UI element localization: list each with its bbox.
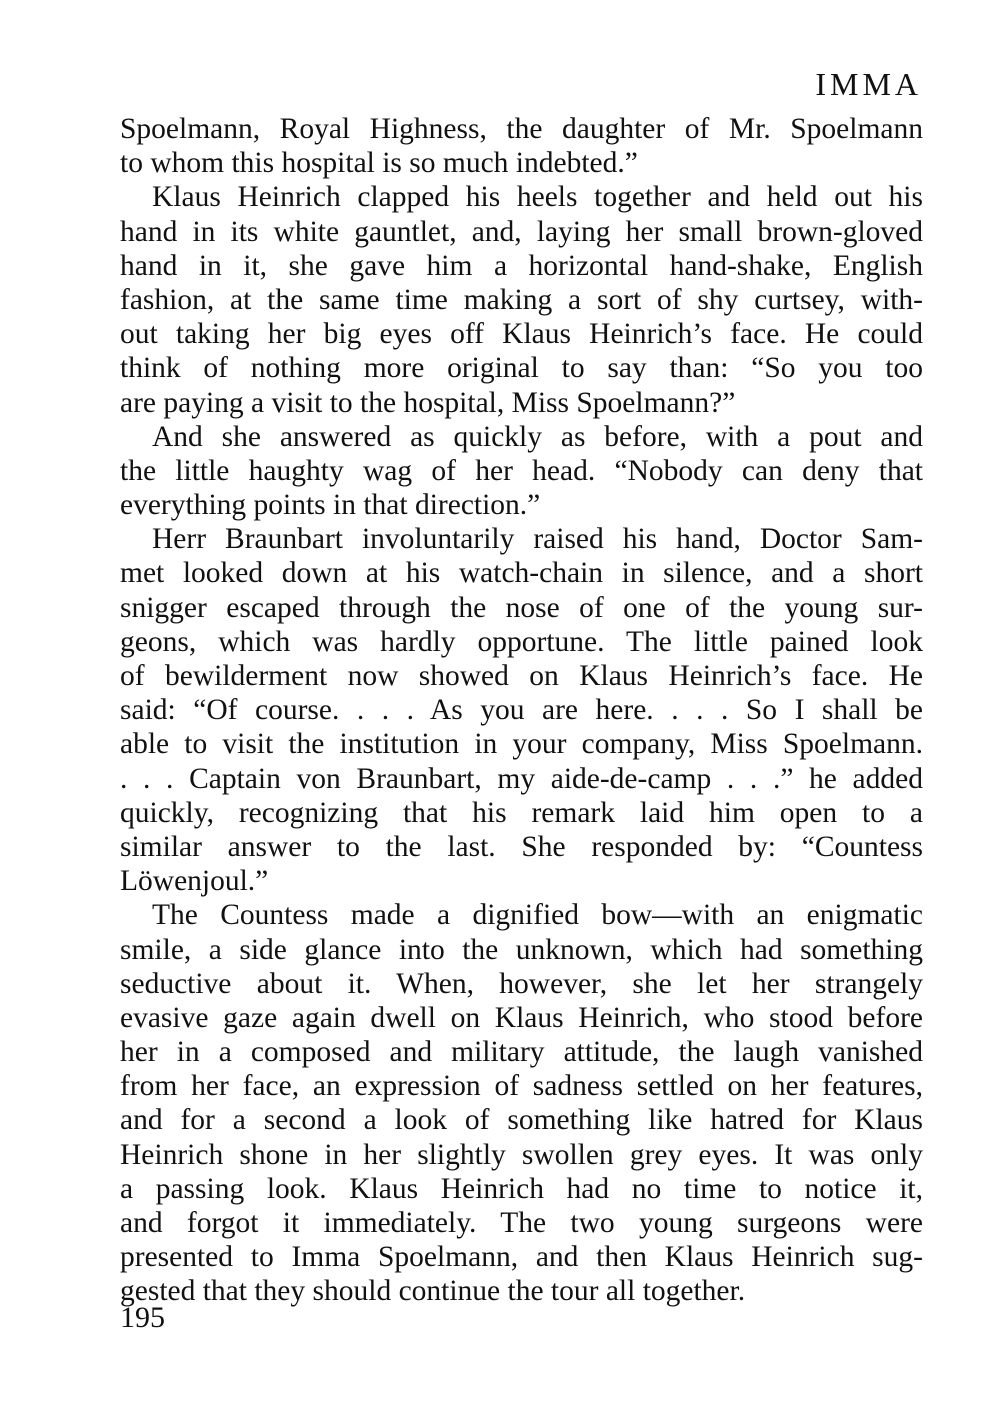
body-text <box>120 112 923 1309</box>
text-line: The Countess made a dignified bow—with an enigmatic <box>152 899 923 932</box>
page-number: 195 <box>120 1301 165 1334</box>
text-line: Herr Braunbart involuntarily raised his hand, Doctor Sam- <box>152 523 923 556</box>
text-line: said: “Of course. . . . As you are here. . . . So I shall be <box>120 694 923 727</box>
text-line: . . . Captain von Braunbart, my aide-de-camp . . .” he added <box>120 762 923 795</box>
text-line: from her face, an expression of sadness settled on her features, <box>120 1070 923 1103</box>
text-line: hand in its white gauntlet, and, laying her small brown-gloved <box>120 215 923 248</box>
text-line: of bewilderment now showed on Klaus Heinrich’s face. He <box>120 660 923 692</box>
text-line: everything points in that direction.” <box>120 489 541 522</box>
text-line: Löwenjoul.” <box>120 865 269 898</box>
text-line: able to visit the institution in your company, Miss Spoelmann. <box>120 728 923 761</box>
text-line: Heinrich shone in her slightly swollen grey eyes. It was only <box>120 1138 923 1171</box>
text-line: a passing look. Klaus Heinrich had no time to notice it, <box>120 1172 923 1205</box>
text-line: seductive about it. When, however, she let her strangely <box>120 967 923 1000</box>
text-line: met looked down at his watch-chain in silence, and a short <box>120 557 923 590</box>
text-line: snigger escaped through the nose of one of the young sur- <box>120 591 923 624</box>
text-line: Spoelmann, Royal Highness, the daughter of Mr. Spoelmann <box>120 113 923 145</box>
running-head: IMMA <box>815 66 922 102</box>
text-line: her in a composed and military attitude, the laugh vanished <box>120 1036 923 1069</box>
text-line: and for a second a look of something like hatred for Klaus <box>120 1104 923 1137</box>
text-line: presented to Imma Spoelmann, and then Klaus Heinrich sug- <box>120 1241 923 1274</box>
text-line: hand in it, she gave him a horizontal hand-shake, English <box>120 249 923 282</box>
text-line: think of nothing more original to say than: “So you too <box>120 352 923 385</box>
text-line: the little haughty wag of her head. “Nobody can deny that <box>120 454 923 487</box>
text-line: gested that they should continue the tour all together. <box>120 1275 746 1308</box>
text-line: fashion, at the same time making a sort of shy curtsey, with- <box>120 283 923 316</box>
text-line: geons, which was hardly opportune. The little pained look <box>120 625 923 658</box>
text-line: out taking her big eyes off Klaus Heinrich’s face. He could <box>120 318 923 351</box>
text-line: similar answer to the last. She responded by: “Countess <box>120 830 923 863</box>
text-line: are paying a visit to the hospital, Miss Spoelmann?” <box>120 386 736 419</box>
text-line: And she answered as quickly as before, with a pout and <box>152 420 923 453</box>
text-line: quickly, recognizing that his remark laid him open to a <box>120 796 923 829</box>
text-line: evasive gaze again dwell on Klaus Heinrich, who stood before <box>120 1001 923 1034</box>
text-line: Klaus Heinrich clapped his heels together and held out his <box>152 181 923 214</box>
text-line: to whom this hospital is so much indebted.” <box>120 147 638 180</box>
text-line: smile, a side glance into the unknown, which had something <box>120 933 923 966</box>
text-line: and forgot it immediately. The two young surgeons were <box>120 1207 923 1239</box>
